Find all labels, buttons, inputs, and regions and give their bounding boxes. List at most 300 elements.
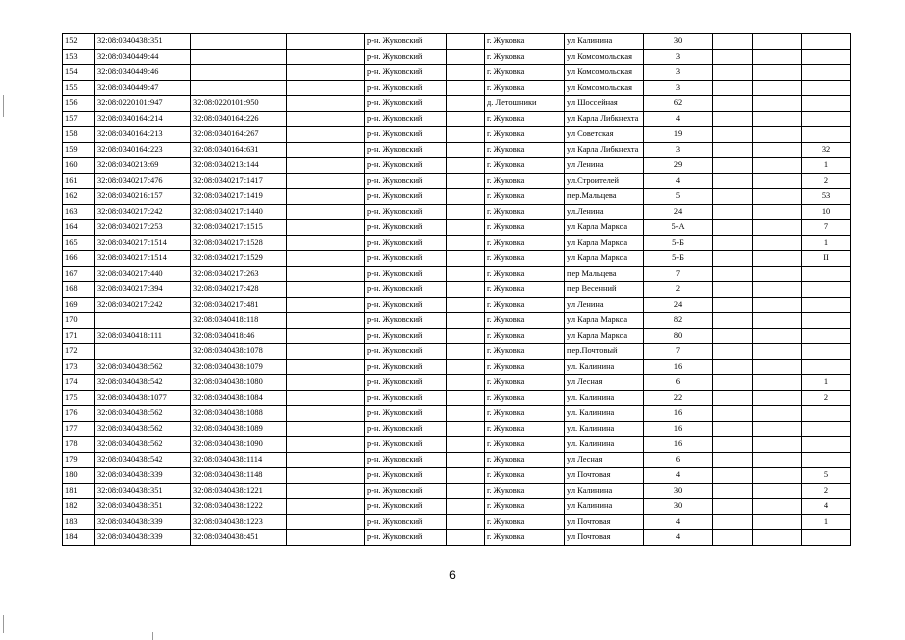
table-cell [753,530,802,546]
table-cell [447,328,485,344]
table-cell: г. Жуковка [485,483,565,499]
table-cell: 182 [63,499,95,515]
table-cell [753,142,802,158]
table-cell: 32:08:0340217:1529 [191,251,287,267]
table-cell: 4 [644,111,713,127]
table-cell [287,189,365,205]
table-cell: г. Жуковка [485,282,565,298]
table-cell [753,390,802,406]
table-cell: 32:08:0340438:351 [95,499,191,515]
table-cell: 53 [802,189,851,205]
table-cell [287,499,365,515]
table-cell [802,437,851,453]
table-cell: ул Почтовая [565,468,644,484]
table-cell: р-н. Жуковский [365,142,447,158]
table-cell: 174 [63,375,95,391]
table-cell [713,235,753,251]
table-row [63,421,851,437]
table-cell: 4 [644,514,713,530]
table-cell [753,96,802,112]
table-cell [447,452,485,468]
table-cell: 32:08:0340438:1078 [191,344,287,360]
table-cell: 32:08:0340217:1514 [95,251,191,267]
table-cell: 6 [644,375,713,391]
table-cell: г. Жуковка [485,452,565,468]
table-cell [447,204,485,220]
table-cell [802,421,851,437]
table-cell [447,375,485,391]
table-cell [287,235,365,251]
table-cell: 7 [802,220,851,236]
table-cell [713,297,753,313]
table-row [63,80,851,96]
table-cell: 32:08:0340216:157 [95,189,191,205]
table-cell: 32:08:0340438:562 [95,359,191,375]
table-cell [287,34,365,50]
table-cell: р-н. Жуковский [365,452,447,468]
table-cell [447,437,485,453]
table-cell: ул Карла Маркса [565,251,644,267]
table-cell: 24 [644,204,713,220]
table-cell: г. Жуковка [485,266,565,282]
table-row [63,111,851,127]
table-cell: 2 [802,390,851,406]
scan-edge-mark [3,615,4,633]
table-cell: 32:08:0340217:476 [95,173,191,189]
table-cell: ул Карла Либкнехта [565,142,644,158]
table-cell [713,65,753,81]
table-cell: 32:08:0340164:267 [191,127,287,143]
table-cell: ул Комсомольская [565,80,644,96]
table-cell [713,142,753,158]
table-cell: 32:08:0340438:1090 [191,437,287,453]
table-cell [713,499,753,515]
table-cell [802,359,851,375]
table-cell: р-н. Жуковский [365,390,447,406]
table-cell [802,96,851,112]
table-cell: ул Шоссейная [565,96,644,112]
table-cell: г. Жуковка [485,406,565,422]
table-cell: пер.Мальцева [565,189,644,205]
table-cell: р-н. Жуковский [365,34,447,50]
table-cell: ул. Калинина [565,359,644,375]
table-cell [713,204,753,220]
table-cell: 32:08:0340449:46 [95,65,191,81]
table-cell: р-н. Жуковский [365,65,447,81]
table-cell [287,390,365,406]
table-cell: 32:08:0220101:947 [95,96,191,112]
table-cell: р-н. Жуковский [365,173,447,189]
table-cell [753,359,802,375]
table-cell [447,235,485,251]
table-cell [713,359,753,375]
table-cell: 167 [63,266,95,282]
table-cell [713,468,753,484]
table-cell [287,328,365,344]
table-cell: ул Карла Маркса [565,220,644,236]
table-cell [713,406,753,422]
table-cell: р-н. Жуковский [365,313,447,329]
table-cell: г. Жуковка [485,437,565,453]
table-cell: 32:08:0340438:1088 [191,406,287,422]
table-cell: 30 [644,34,713,50]
table-cell: 2 [802,173,851,189]
table-cell [753,282,802,298]
table-cell: г. Жуковка [485,65,565,81]
table-cell: р-н. Жуковский [365,80,447,96]
table-cell [287,406,365,422]
table-cell: 32:08:0340438:339 [95,514,191,530]
table-cell: г. Жуковка [485,158,565,174]
table-cell: 162 [63,189,95,205]
table-cell: г. Жуковка [485,204,565,220]
table-cell: г. Жуковка [485,421,565,437]
table-cell: 171 [63,328,95,344]
table-cell: 32:08:0340217:481 [191,297,287,313]
table-cell: 19 [644,127,713,143]
table-cell: 177 [63,421,95,437]
table-cell [287,468,365,484]
table-row [63,251,851,267]
table-cell: 5 [644,189,713,205]
table-cell [713,313,753,329]
table-cell [713,452,753,468]
table-cell: д. Летошники [485,96,565,112]
table-cell: 170 [63,313,95,329]
table-cell [802,328,851,344]
table-cell: 154 [63,65,95,81]
table-cell [753,235,802,251]
table-cell [287,142,365,158]
table-cell: ул Карла Маркса [565,313,644,329]
table-cell [287,158,365,174]
table-cell [753,220,802,236]
table-cell: 159 [63,142,95,158]
table-cell: 32:08:0340213:69 [95,158,191,174]
table-cell [802,111,851,127]
table-cell [802,297,851,313]
table-cell: 7 [644,344,713,360]
table-cell [447,483,485,499]
table-cell: р-н. Жуковский [365,111,447,127]
table-cell: ул Калинина [565,499,644,515]
table-cell: 178 [63,437,95,453]
table-cell [447,499,485,515]
table-cell: ул Советская [565,127,644,143]
table-cell: 156 [63,96,95,112]
table-cell: 32:08:0340217:253 [95,220,191,236]
table-cell: 168 [63,282,95,298]
table-cell [447,49,485,65]
scan-edge-mark [152,632,153,640]
table-cell [447,421,485,437]
table-cell: пер Весенний [565,282,644,298]
table-cell: 32:08:0340438:1077 [95,390,191,406]
table-cell [713,220,753,236]
table-cell [802,344,851,360]
table-cell [447,158,485,174]
table-row [63,359,851,375]
table-cell [447,313,485,329]
table-cell: 166 [63,251,95,267]
table-cell: 183 [63,514,95,530]
table-cell: р-н. Жуковский [365,266,447,282]
table-cell [713,266,753,282]
table-cell [802,127,851,143]
table-cell [753,251,802,267]
table-row [63,235,851,251]
table-cell: 80 [644,328,713,344]
table-cell: 3 [644,142,713,158]
table-cell: 32:08:0340217:1528 [191,235,287,251]
table-cell: 32:08:0340438:1114 [191,452,287,468]
table-cell [287,359,365,375]
table-cell [713,421,753,437]
table-cell: 1 [802,158,851,174]
table-cell [447,111,485,127]
table-cell: 32:08:0340449:44 [95,49,191,65]
table-cell: 32:08:0340438:1148 [191,468,287,484]
table-row [63,328,851,344]
table-cell: 176 [63,406,95,422]
table-cell [753,173,802,189]
table-cell: ул. Калинина [565,406,644,422]
table-cell: г. Жуковка [485,235,565,251]
table-cell: 32:08:0340217:242 [95,297,191,313]
table-cell: ул. Калинина [565,437,644,453]
table-cell: 32:08:0340217:1419 [191,189,287,205]
table-cell [447,34,485,50]
table-cell: 4 [644,468,713,484]
table-cell [287,437,365,453]
table-cell: р-н. Жуковский [365,235,447,251]
table-cell [753,34,802,50]
table-cell: пер.Почтовый [565,344,644,360]
table-cell [287,514,365,530]
table-cell: г. Жуковка [485,359,565,375]
table-cell: р-н. Жуковский [365,437,447,453]
table-row [63,173,851,189]
table-cell: 32:08:0340217:394 [95,282,191,298]
table-row [63,406,851,422]
table-cell [447,96,485,112]
table-cell: II [802,251,851,267]
table-row [63,344,851,360]
table-cell: 16 [644,406,713,422]
table-row [63,158,851,174]
table-cell: 5 [802,468,851,484]
table-cell: ул Комсомольская [565,65,644,81]
table-cell: р-н. Жуковский [365,49,447,65]
table-cell [287,96,365,112]
table-cell: 7 [644,266,713,282]
table-cell: р-н. Жуковский [365,359,447,375]
table-cell: г. Жуковка [485,530,565,546]
table-cell: 4 [802,499,851,515]
table-cell: ул Калинина [565,34,644,50]
table-cell: 32:08:0340438:562 [95,437,191,453]
table-cell [287,282,365,298]
table-cell [753,189,802,205]
table-cell [287,266,365,282]
table-cell [447,80,485,96]
table-cell: 2 [644,282,713,298]
table-cell: г. Жуковка [485,173,565,189]
table-cell [287,375,365,391]
table-cell: г. Жуковка [485,328,565,344]
table-cell: 82 [644,313,713,329]
table-cell: р-н. Жуковский [365,297,447,313]
table-cell: ул Ленина [565,297,644,313]
table-cell [802,34,851,50]
table-cell [713,390,753,406]
table-cell: 29 [644,158,713,174]
table-cell: 32:08:0340217:1440 [191,204,287,220]
table-cell: 5-Б [644,235,713,251]
table-cell: 169 [63,297,95,313]
table-cell [95,344,191,360]
table-cell [287,173,365,189]
table-cell [713,189,753,205]
table-cell: р-н. Жуковский [365,406,447,422]
table-cell [191,65,287,81]
table-cell [713,514,753,530]
table-cell [713,483,753,499]
table-cell: 32:08:0340217:440 [95,266,191,282]
table-cell: 16 [644,421,713,437]
table-cell: г. Жуковка [485,127,565,143]
table-cell: р-н. Жуковский [365,375,447,391]
table-cell [447,282,485,298]
table-cell [713,173,753,189]
table-row [63,530,851,546]
table-cell [287,49,365,65]
table-cell [802,406,851,422]
table-cell: р-н. Жуковский [365,158,447,174]
table-cell: г. Жуковка [485,375,565,391]
table-cell [753,421,802,437]
table-cell: 32:08:0340438:1080 [191,375,287,391]
table-cell [753,406,802,422]
table-row [63,127,851,143]
table-cell [287,452,365,468]
table-cell: 32:08:0340438:339 [95,530,191,546]
table-cell [287,65,365,81]
table-row [63,499,851,515]
table-cell [713,437,753,453]
table-cell [713,127,753,143]
table-cell: г. Жуковка [485,499,565,515]
table-cell [753,266,802,282]
table-cell: г. Жуковка [485,189,565,205]
table-cell [287,297,365,313]
table-cell: ул.Строителей [565,173,644,189]
table-cell [447,189,485,205]
table-cell [447,344,485,360]
table-row [63,142,851,158]
table-cell: 173 [63,359,95,375]
table-cell [713,344,753,360]
table-row [63,282,851,298]
table-cell: 181 [63,483,95,499]
table-row [63,514,851,530]
table-cell: 24 [644,297,713,313]
table-cell: г. Жуковка [485,142,565,158]
table-cell: 32:08:0340418:118 [191,313,287,329]
table-cell [191,34,287,50]
table-cell [287,111,365,127]
table-cell [753,297,802,313]
table-cell: 32:08:0340164:226 [191,111,287,127]
table-cell: 32:08:0340418:46 [191,328,287,344]
table-row [63,65,851,81]
table-cell: 184 [63,530,95,546]
table-cell: ул Комсомольская [565,49,644,65]
table-cell [287,127,365,143]
table-cell: 32:08:0340164:213 [95,127,191,143]
table-cell [287,421,365,437]
table-cell: 32:08:0340438:1079 [191,359,287,375]
table-cell: 161 [63,173,95,189]
table-cell [753,80,802,96]
table-cell: р-н. Жуковский [365,514,447,530]
table-row [63,390,851,406]
table-cell [713,34,753,50]
table-cell [191,80,287,96]
table-cell [287,313,365,329]
table-cell: 16 [644,437,713,453]
table-cell: 172 [63,344,95,360]
table-cell [753,127,802,143]
table-cell: 32:08:0340217:263 [191,266,287,282]
table-cell: р-н. Жуковский [365,251,447,267]
table-cell [802,452,851,468]
table-cell [447,65,485,81]
table-cell [447,266,485,282]
table-cell: ул Карла Либкнехта [565,111,644,127]
table-cell [447,468,485,484]
table-cell: 32:08:0220101:950 [191,96,287,112]
table-cell: г. Жуковка [485,49,565,65]
table-cell: 32:08:0340164:631 [191,142,287,158]
table-cell [713,282,753,298]
table-cell: г. Жуковка [485,111,565,127]
scan-edge-mark [3,95,4,117]
table-cell: 32:08:0340438:562 [95,421,191,437]
table-row [63,452,851,468]
table-cell: пер Мальцева [565,266,644,282]
table-cell: р-н. Жуковский [365,530,447,546]
table-cell [753,437,802,453]
table-cell: ул Калинина [565,483,644,499]
table-row [63,483,851,499]
table-cell: 32:08:0340217:1514 [95,235,191,251]
table-cell: 32:08:0340438:1221 [191,483,287,499]
table-row [63,49,851,65]
table-cell: 32:08:0340438:542 [95,375,191,391]
table-cell [287,483,365,499]
table-cell: 32:08:0340438:351 [95,34,191,50]
table-cell [802,530,851,546]
table-row [63,96,851,112]
table-cell: ул Лесная [565,452,644,468]
table-cell [753,204,802,220]
table-cell: 32:08:0340449:47 [95,80,191,96]
table-cell [753,344,802,360]
table-cell [447,390,485,406]
table-cell: 32:08:0340438:1223 [191,514,287,530]
page-number: 6 [449,568,456,582]
